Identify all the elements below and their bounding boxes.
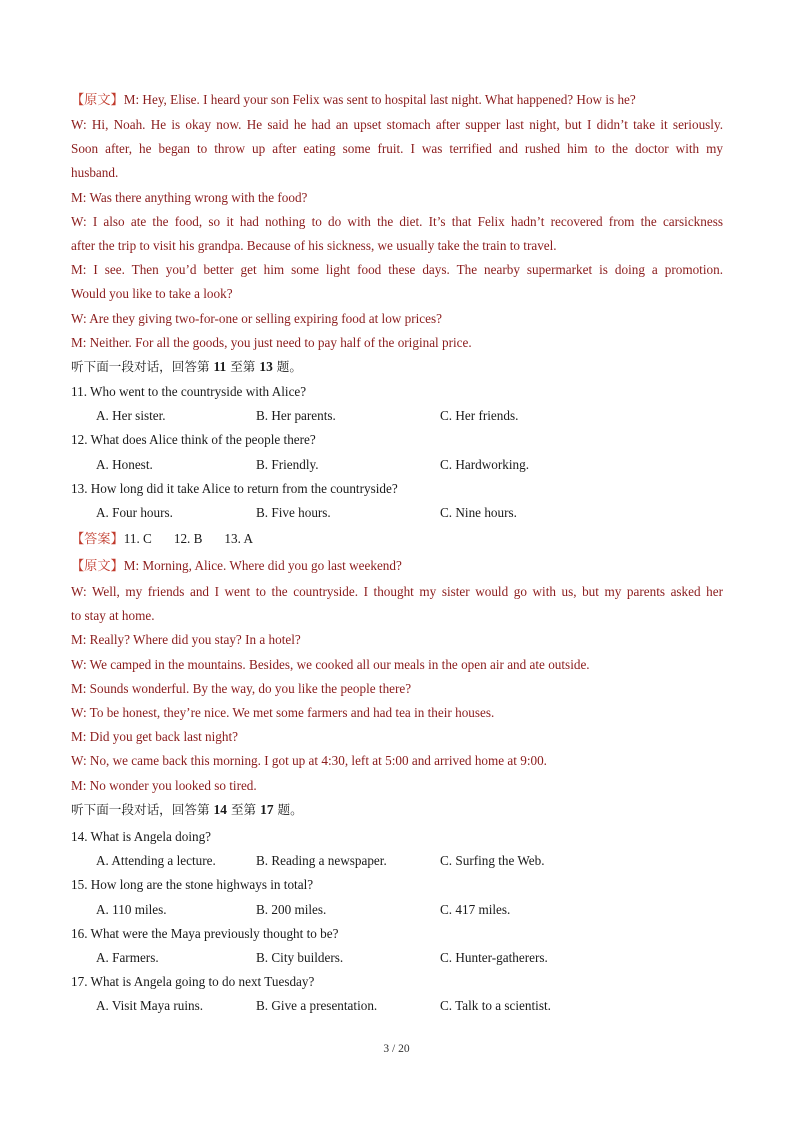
option-b: B. Her parents. bbox=[256, 408, 336, 423]
transcript-tag: 【原文】 bbox=[71, 558, 124, 573]
transcript-line: M: No wonder you looked so tired. bbox=[71, 778, 257, 793]
option-c: C. Talk to a scientist. bbox=[440, 998, 551, 1013]
transcript-line: W: To be honest, they’re nice. We met some farmers and had tea in their houses. bbox=[71, 705, 495, 720]
transcript-line: husband. bbox=[71, 165, 119, 180]
transcript-line: M: Sounds wonderful. By the way, do you like the people there? bbox=[71, 681, 412, 696]
option-a: A. Her sister. bbox=[96, 408, 166, 423]
option-a: A. Visit Maya ruins. bbox=[96, 998, 204, 1013]
option-b: B. Give a presentation. bbox=[256, 998, 378, 1013]
question-text: 16. What were the Maya previously thought to be? bbox=[71, 926, 339, 941]
option-c: C. 417 miles. bbox=[440, 902, 511, 917]
question-text: 11. Who went to the countryside with Alice? bbox=[71, 384, 307, 399]
option-b: B. Reading a newspaper. bbox=[256, 853, 387, 868]
option-b: B. 200 miles. bbox=[256, 902, 327, 917]
transcript-line: W: Hi, Noah. He is okay now. He said he had an upset stomach after supper last night, but I didn’t take it seriously. bbox=[71, 117, 723, 132]
option-c: C. Hunter-gatherers. bbox=[440, 950, 548, 965]
option-a: A. Four hours. bbox=[96, 505, 173, 520]
transcript-line: M: Neither. For all the goods, you just need to pay half of the original price. bbox=[71, 335, 472, 350]
transcript-line: 【原文】M: Hey, Elise. I heard your son Felix was sent to hospital last night. What happened? How is he? bbox=[71, 92, 636, 107]
transcript-line: W: Well, my friends and I went to the countryside. I thought my sister would go with us, but my parents asked her bbox=[71, 584, 723, 599]
transcript-line: 【原文】M: Morning, Alice. Where did you go last weekend? bbox=[71, 558, 402, 573]
section-instruction: 听下面一段对话，回答第 14 至第 17 题。 bbox=[71, 802, 303, 817]
option-c: C. Hardworking. bbox=[440, 457, 530, 472]
transcript-line: to stay at home. bbox=[71, 608, 155, 623]
transcript-line: M: Was there anything wrong with the food? bbox=[71, 190, 308, 205]
transcript-line: W: We camped in the mountains. Besides, we cooked all our meals in the open air and ate outside. bbox=[71, 657, 590, 672]
transcript-line: after the trip to visit his grandpa. Because of his sickness, we usually take the train to travel. bbox=[71, 238, 557, 253]
option-c: C. Her friends. bbox=[440, 408, 519, 423]
question-text: 13. How long did it take Alice to return from the countryside? bbox=[71, 481, 398, 496]
option-b: B. Five hours. bbox=[256, 505, 331, 520]
option-c: C. Nine hours. bbox=[440, 505, 517, 520]
option-a: A. Attending a lecture. bbox=[96, 853, 216, 868]
answer-key: 【答案】11. C 12. B 13. A bbox=[71, 531, 253, 546]
question-text: 17. What is Angela going to do next Tuesday? bbox=[71, 974, 315, 989]
transcript-tag: 【原文】 bbox=[71, 92, 124, 107]
option-a: A. Farmers. bbox=[96, 950, 159, 965]
question-text: 15. How long are the stone highways in total? bbox=[71, 877, 314, 892]
option-c: C. Surfing the Web. bbox=[440, 853, 545, 868]
transcript-line: W: Are they giving two-for-one or selling expiring food at low prices? bbox=[71, 311, 442, 326]
question-text: 12. What does Alice think of the people there? bbox=[71, 432, 316, 447]
transcript-line: M: Really? Where did you stay? In a hotel? bbox=[71, 632, 301, 647]
transcript-line: W: No, we came back this morning. I got up at 4:30, left at 5:00 and arrived home at 9:00. bbox=[71, 753, 547, 768]
transcript-line: M: I see. Then you’d better get him some light food these days. The nearby supermarket is doing a promotion. bbox=[71, 262, 723, 277]
page-number: 3 / 20 bbox=[383, 1043, 410, 1055]
transcript-line: Soon after, he began to throw up after eating some fruit. I was terrified and rushed him to the doctor with my bbox=[71, 141, 723, 156]
transcript-line: W: I also ate the food, so it had nothing to do with the diet. It’s that Felix hadn’t recovered from the carsickness bbox=[71, 214, 723, 229]
question-text: 14. What is Angela doing? bbox=[71, 829, 212, 844]
transcript-line: Would you like to take a look? bbox=[71, 286, 233, 301]
transcript-line: M: Did you get back last night? bbox=[71, 729, 239, 744]
section-instruction: 听下面一段对话，回答第 11 至第 13 题。 bbox=[71, 359, 302, 374]
option-b: B. Friendly. bbox=[256, 457, 319, 472]
option-b: B. City builders. bbox=[256, 950, 344, 965]
option-a: A. Honest. bbox=[96, 457, 153, 472]
option-a: A. 110 miles. bbox=[96, 902, 167, 917]
answer-tag: 【答案】 bbox=[71, 531, 124, 546]
